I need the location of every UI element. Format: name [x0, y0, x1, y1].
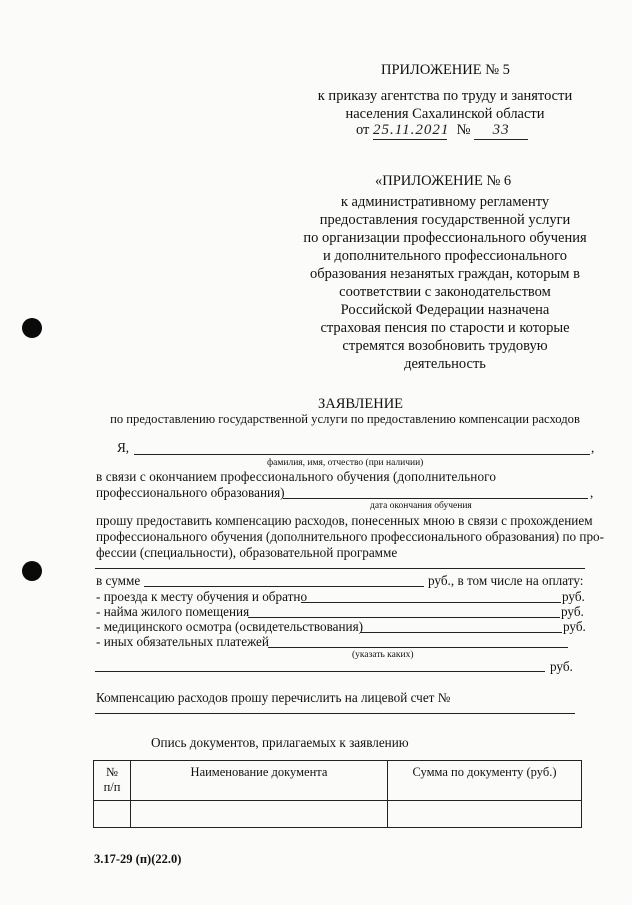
other-amount-field[interactable]	[95, 671, 545, 672]
other-rub: руб.	[550, 659, 573, 674]
cell-name[interactable]	[131, 801, 388, 828]
table-row	[94, 801, 582, 828]
appendix-order-line2: населения Сахалинской области	[345, 106, 545, 122]
cell-sum[interactable]	[388, 801, 582, 828]
comma2: ,	[590, 485, 594, 500]
travel-field[interactable]	[301, 602, 561, 603]
specify-hint: (указать каких)	[352, 650, 414, 660]
fullname-field[interactable]	[134, 454, 590, 455]
appendix6-line: деятельность	[404, 356, 486, 372]
col-number-label-a: №	[106, 765, 118, 779]
appendix6-line: и дополнительного профессионального	[322, 248, 568, 264]
sum-tail: руб., в том числе на оплату:	[428, 573, 584, 588]
completion-date-hint: дата окончания обучения	[370, 501, 472, 511]
completion-line2: профессионального образования)	[96, 485, 285, 500]
documents-table	[93, 760, 582, 828]
account-field[interactable]	[95, 713, 575, 714]
housing-field[interactable]	[248, 617, 560, 618]
appendix6-title: «ПРИЛОЖЕНИЕ № 6	[375, 173, 512, 189]
appendix-order-line1: к приказу агентства по труду и занятости	[317, 88, 573, 104]
housing-rub: руб.	[561, 604, 584, 619]
col-name-header: Наименование документа	[131, 761, 388, 801]
punch-hole-bottom	[22, 561, 42, 581]
cell-number[interactable]	[94, 801, 131, 828]
appendix6-line: предоставления государственной услуги	[319, 212, 571, 228]
item-medical: - медицинского осмотра (освидетельствования)	[96, 619, 364, 634]
appendix6-line: Российской Федерации назначена	[340, 302, 550, 318]
sum-label: в сумме	[96, 573, 141, 588]
table-header-row	[94, 761, 582, 801]
program-field[interactable]	[95, 568, 585, 569]
appendix6-line: по организации профессионального обучения	[303, 230, 587, 246]
col-number-label-b: п/п	[103, 780, 121, 794]
other-field[interactable]	[268, 647, 568, 648]
completion-line1: в связи с окончанием профессионального обучения (дополнительного	[96, 469, 497, 484]
documents-title: Опись документов, прилагаемых к заявлению	[151, 735, 409, 750]
form-code: 3.17-29 (п)(22.0)	[94, 852, 182, 866]
comma: ,	[591, 440, 595, 455]
statement-title: ЗАЯВЛЕНИЕ	[318, 396, 404, 412]
medical-field[interactable]	[360, 632, 562, 633]
travel-rub: руб.	[562, 589, 585, 604]
item-housing: - найма жилого помещения	[96, 604, 250, 619]
medical-rub: руб.	[563, 619, 586, 634]
appendix6-line: стремятся возобновить трудовую	[342, 338, 548, 354]
completion-date-field[interactable]	[283, 498, 588, 499]
appendix6-line: к административному регламенту	[340, 194, 550, 210]
account-label: Компенсацию расходов прошу перечислить на лицевой счет №	[96, 690, 451, 705]
col-number-header	[94, 761, 131, 801]
from-label: от	[356, 122, 370, 138]
appendix6-line: соответствии с законодательством	[339, 284, 551, 300]
i-label: Я,	[117, 440, 130, 455]
col-sum-header: Сумма по документу (руб.)	[388, 761, 582, 801]
appendix-title: ПРИЛОЖЕНИЕ № 5	[381, 62, 510, 78]
item-other: - иных обязательных платежей	[96, 634, 269, 649]
item-travel: - проезда к месту обучения и обратно	[96, 589, 308, 604]
order-date: 25.11.2021	[373, 122, 450, 138]
statement-subtitle: по предоставлению государственной услуги по предоставлению компенсации расходов	[110, 412, 580, 426]
request-line3: фессии (специальности), образовательной программе	[96, 545, 398, 560]
appendix6-line: образования незанятых граждан, которым в	[310, 266, 580, 282]
request-line2: профессионального обучения (дополнительного профессионального образования) по про-	[96, 529, 605, 544]
appendix-date-row	[356, 122, 528, 140]
request-line1: прошу предоставить компенсацию расходов, понесенных мною в связи с прохождением	[96, 513, 593, 528]
sum-field[interactable]	[144, 586, 424, 587]
number-label: №	[456, 122, 471, 138]
order-number: 33	[474, 122, 528, 140]
punch-hole-top	[22, 318, 42, 338]
appendix6-line: страховая пенсия по старости и которые	[320, 320, 570, 336]
fullname-hint: фамилия, имя, отчество (при наличии)	[267, 458, 424, 468]
